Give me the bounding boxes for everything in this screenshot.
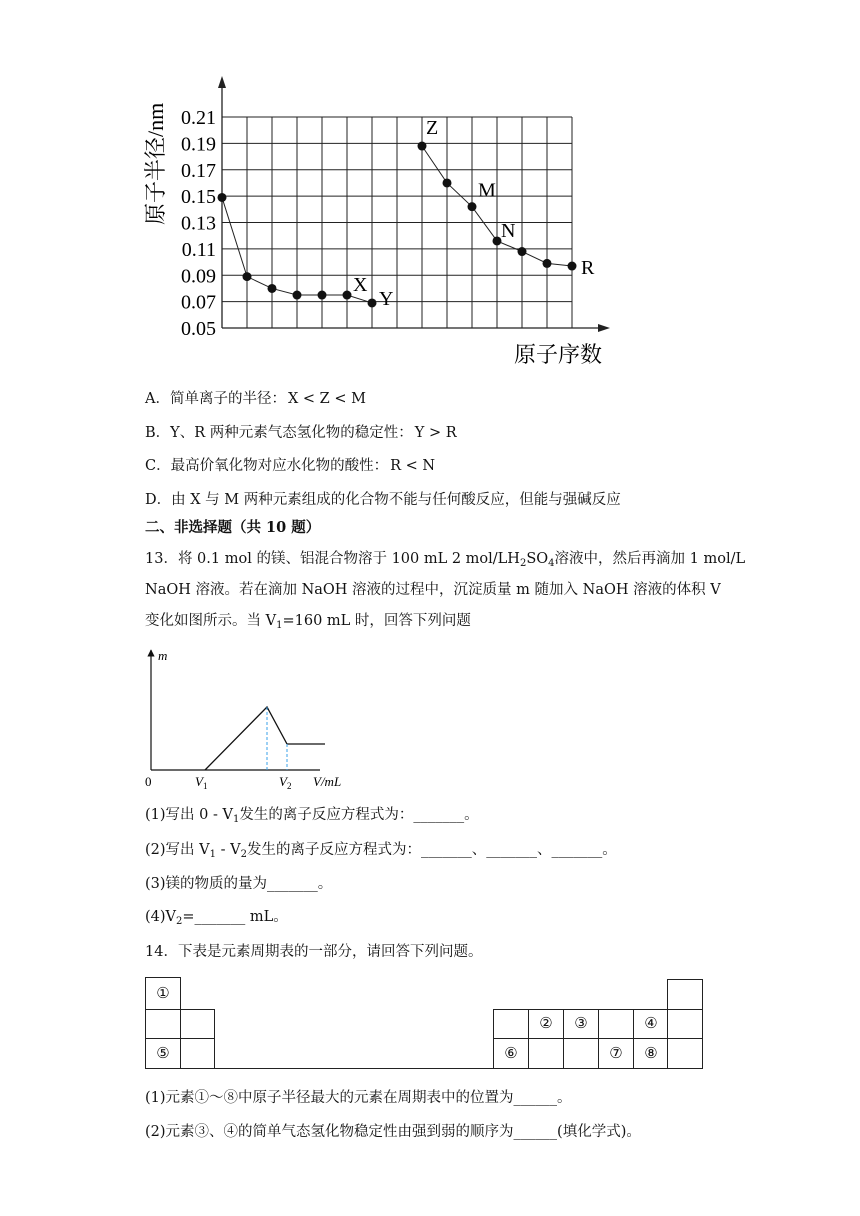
data-point <box>568 262 577 271</box>
y-tick-label: 0.07 <box>181 291 216 314</box>
point-label: X <box>353 274 368 297</box>
y-tick-label: 0.19 <box>181 133 216 156</box>
data-point <box>368 298 377 307</box>
q13-text: (1)写出 0 - V <box>145 807 233 823</box>
y-tick-label: 0.17 <box>181 159 216 182</box>
v1-label: $V_1$ <box>195 774 208 791</box>
precipitate-chart <box>130 640 370 800</box>
data-point <box>418 142 427 151</box>
atomic-radius-svg <box>0 0 860 380</box>
option-expr: X < Z < M <box>287 391 366 407</box>
subscript: 2 <box>519 558 527 569</box>
q13-sub3: (3)镁的物质的量为_______。 <box>145 876 333 892</box>
subscript: 4 <box>548 558 555 569</box>
option-letter: A． <box>145 391 170 407</box>
option-a <box>145 389 366 409</box>
precipitate-svg <box>130 640 370 800</box>
q14-intro: 14．下表是元素周期表的一部分，请回答下列问题。 <box>145 944 483 960</box>
y-tick-label: 0.05 <box>181 318 216 340</box>
pt-cell <box>598 1009 634 1039</box>
pt-cell <box>180 1009 215 1039</box>
option-text: 简单离子的半径： <box>169 391 286 407</box>
pt-cell <box>563 1038 599 1069</box>
subscript: 1 <box>209 849 216 860</box>
option-b <box>145 423 457 443</box>
q13-text: 发生的离子反应方程式为：_______、_______、_______。 <box>246 842 617 858</box>
element-3: ③ <box>574 1014 588 1032</box>
element-4: ④ <box>644 1014 658 1032</box>
option-letter: D． <box>145 492 172 508</box>
q13-text: =160 mL 时，回答下列问题 <box>282 613 471 629</box>
q13-text: SO <box>526 551 549 567</box>
data-point <box>243 272 252 281</box>
data-point <box>543 259 552 268</box>
q13-text: 溶液中，然后再滴加 1 mol/L <box>554 551 746 567</box>
pt-cell <box>180 1038 215 1069</box>
q13-sub4 <box>145 907 288 927</box>
pt-cell <box>493 1009 529 1039</box>
pt-cell <box>667 979 703 1010</box>
chart-grid <box>222 117 572 328</box>
data-point <box>268 284 277 293</box>
data-point <box>343 291 352 300</box>
x-arrow <box>598 324 610 332</box>
v2-label: $V_2$ <box>279 774 292 791</box>
data-point <box>443 178 452 187</box>
q13-text: 变化如图所示。当 V <box>145 613 277 629</box>
element-5: ⑤ <box>156 1044 170 1062</box>
option-text: 由 X 与 M 两种元素组成的化合物不能与任何酸反应，但能与强碱反应 <box>171 492 621 508</box>
q13-sub1 <box>145 805 479 825</box>
y-tick-label: 0.21 <box>181 107 216 129</box>
y-tick-label: 0.13 <box>181 212 216 235</box>
element-2: ② <box>539 1014 553 1032</box>
point-label: M <box>478 179 496 202</box>
element-1: ① <box>156 984 170 1002</box>
q13-text: (4)V <box>145 909 177 925</box>
pt-cell <box>667 1038 703 1069</box>
x-axis-label: 原子序数 <box>514 342 603 367</box>
q13-line3 <box>145 611 471 631</box>
point-label: R <box>581 257 595 280</box>
q13-text: =_______ mL。 <box>182 909 288 925</box>
q13-text: (2)写出 V <box>145 842 210 858</box>
y-tick-label: 0.15 <box>181 186 216 209</box>
x-axis-label: V/mL <box>313 774 342 789</box>
option-letter: C． <box>145 458 171 474</box>
data-point <box>293 291 302 300</box>
option-expr: R < N <box>390 458 436 474</box>
subscript: 2 <box>240 849 247 860</box>
point-label: N <box>501 219 516 242</box>
y-arrow <box>218 76 226 88</box>
q14-sub1: (1)元素①～⑧中原子半径最大的元素在周期表中的位置为______。 <box>145 1090 572 1106</box>
q13-sub2 <box>145 840 617 860</box>
option-letter: B． <box>145 425 171 441</box>
element-7: ⑦ <box>609 1044 623 1062</box>
data-point <box>468 202 477 211</box>
q13-text: 13．将 0.1 mol 的镁、铝混合物溶于 100 mL 2 mol/LH <box>145 551 520 567</box>
chart-axes <box>218 76 610 332</box>
data-point <box>518 247 527 256</box>
option-text: Y、R 两种元素气态氢化物的稳定性： <box>170 425 413 441</box>
data-point <box>218 193 227 202</box>
m-label: m <box>158 648 168 663</box>
pt-cell <box>667 1009 703 1039</box>
element-8: ⑧ <box>644 1044 658 1062</box>
subscript: 2 <box>176 916 183 927</box>
subscript: 1 <box>232 814 240 825</box>
point-label: Z <box>426 117 439 140</box>
precipitate-curve <box>205 707 325 770</box>
option-text: 最高价氧化物对应水化物的酸性： <box>170 458 389 474</box>
y-tick-labels <box>181 107 216 340</box>
subscript: 1 <box>276 620 283 631</box>
data-point <box>318 291 327 300</box>
pt-cell <box>214 1068 494 1069</box>
y-tick-label: 0.11 <box>181 238 216 261</box>
option-d <box>145 490 621 510</box>
option-c <box>145 456 435 476</box>
atomic-radius-chart <box>0 0 860 380</box>
radius-series <box>218 117 596 310</box>
origin-label: 0 <box>145 774 152 789</box>
pt-cell <box>145 1009 181 1039</box>
y-axis-label: 原子半径/nm <box>143 102 168 225</box>
y-tick-label: 0.09 <box>181 265 216 288</box>
pt-cell <box>528 1038 564 1069</box>
option-expr: Y > R <box>414 425 457 441</box>
q14-sub2: (2)元素③、④的简单气态氢化物稳定性由强到弱的顺序为______(填化学式)。 <box>145 1124 641 1140</box>
q13-line2: NaOH 溶液。若在滴加 NaOH 溶液的过程中，沉淀质量 m 随加入 NaOH 溶液的体积 V <box>145 582 721 598</box>
q13-line1 <box>145 549 745 569</box>
q13-text: 发生的离子反应方程式为：_______。 <box>239 807 479 823</box>
section-title: 二、非选择题（共 10 题） <box>145 519 321 536</box>
point-label: Y <box>379 287 394 310</box>
q13-text: - V <box>216 842 241 858</box>
element-6: ⑥ <box>504 1044 518 1062</box>
